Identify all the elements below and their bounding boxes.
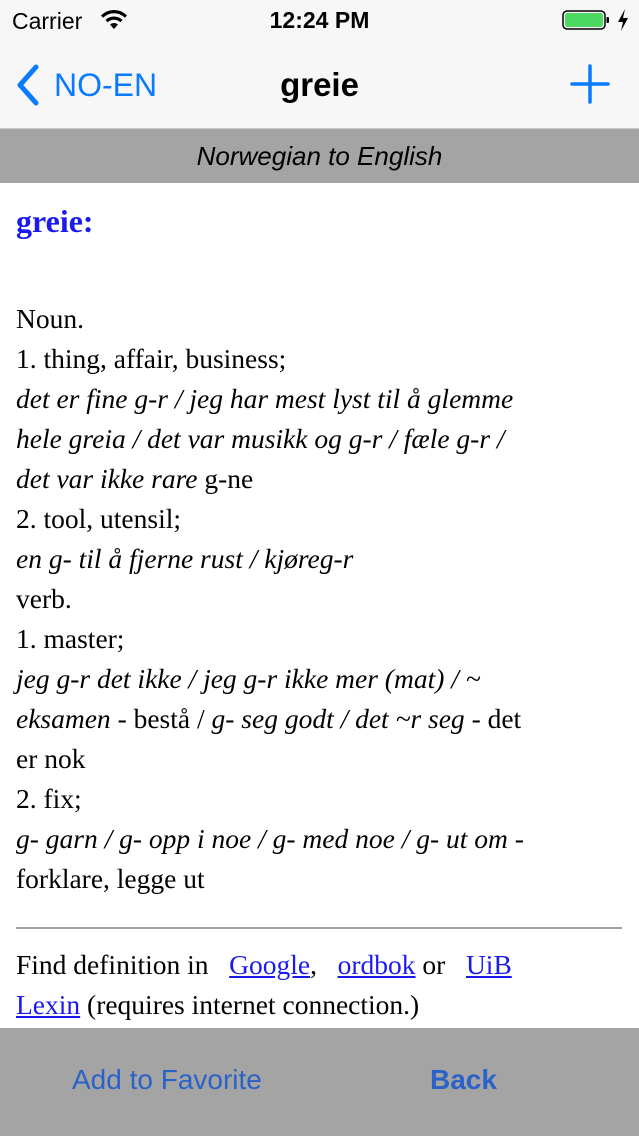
example: en g- til å fjerne rust / kjøreg-r	[16, 543, 354, 574]
lexin-link[interactable]: Lexin	[16, 989, 81, 1020]
status-bar	[0, 0, 639, 40]
nav-back-button[interactable]	[14, 60, 157, 110]
links-prefix: Find definition in	[16, 949, 216, 980]
example-plain: - det	[464, 703, 522, 734]
links-or: or	[415, 949, 453, 980]
direction-banner: Norwegian to English	[0, 129, 639, 183]
add-to-favorite-button[interactable]: Add to Favorite	[72, 1064, 262, 1095]
sense: 2. fix;	[16, 783, 82, 814]
google-link[interactable]: Google	[229, 949, 311, 980]
part-of-speech: Noun.	[16, 303, 84, 334]
definition-content	[16, 183, 626, 1025]
ordbok-link[interactable]: ordbok	[337, 949, 416, 980]
example-plain: forklare, legge ut	[16, 863, 205, 894]
chevron-left-icon	[14, 63, 42, 107]
example: g- garn / g- opp i noe / g- med noe / g- ut om	[16, 823, 508, 854]
example-plain: er nok	[16, 743, 86, 774]
example-line	[16, 699, 626, 739]
page-title: greie	[280, 66, 359, 103]
battery-icon	[562, 10, 610, 30]
example: g- seg godt / det ~r seg	[211, 703, 465, 734]
sense: 1. master;	[16, 623, 125, 654]
navigation-bar	[0, 40, 639, 129]
example-plain: g-ne	[197, 463, 254, 494]
example: det var ikke rare	[16, 463, 198, 494]
example: hele greia / det var musikk og g-r / fæle g-r /	[16, 423, 505, 454]
external-links	[16, 945, 626, 1025]
example-line	[16, 459, 626, 499]
links-comma: ,	[310, 949, 317, 980]
uib-link[interactable]: UiB	[465, 949, 512, 980]
nav-back-label: NO-EN	[54, 66, 158, 103]
headword: greie:	[16, 203, 94, 239]
sense: 1. thing, affair, business;	[16, 343, 287, 374]
clock: 12:24 PM	[269, 7, 370, 33]
example: eksamen	[16, 703, 111, 734]
example: jeg g-r det ikke / jeg g-r ikke mer (mat) / ~	[16, 663, 481, 694]
example-plain: -	[507, 823, 524, 854]
divider	[16, 927, 622, 929]
plus-icon[interactable]	[570, 64, 610, 104]
charging-bolt-icon	[616, 8, 630, 32]
links-suffix: (requires internet connection.)	[80, 989, 420, 1020]
part-of-speech: verb.	[16, 583, 72, 614]
back-button[interactable]: Back	[430, 1064, 497, 1095]
carrier-label: Carrier	[12, 8, 83, 34]
example-line	[16, 819, 626, 859]
example: det er fine g-r / jeg har mest lyst til å glemme	[16, 383, 514, 414]
definition-block	[16, 299, 626, 899]
bottom-toolbar	[0, 1028, 639, 1136]
example-plain: - bestå /	[110, 703, 212, 734]
sense: 2. tool, utensil;	[16, 503, 181, 534]
